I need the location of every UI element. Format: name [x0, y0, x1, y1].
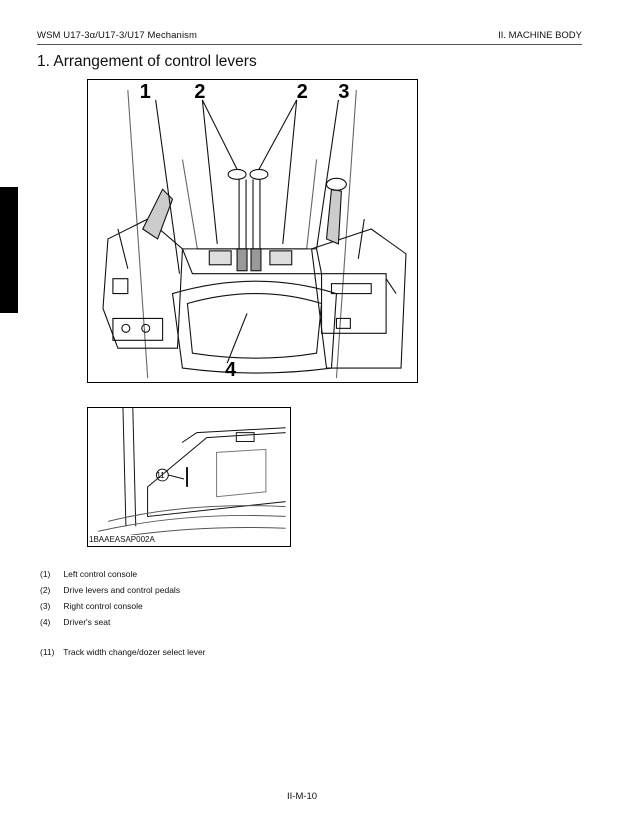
legend-text: Track width change/dozer select lever [63, 647, 206, 657]
control-levers-figure [87, 79, 418, 383]
legend-text: Drive levers and control pedals [63, 585, 181, 595]
legend-number: (3) [40, 601, 51, 611]
track-lever-detail-figure [87, 407, 291, 547]
legend-number: (11) [40, 647, 55, 657]
figure-callout-3: 3 [338, 80, 350, 103]
legend-number: (4) [40, 617, 51, 627]
legend-item [40, 614, 206, 630]
running-header-section: II. MACHINE BODY [498, 30, 582, 41]
header-divider [37, 44, 582, 45]
legend-item [40, 644, 206, 660]
legend-number: (2) [40, 585, 51, 595]
legend-item [40, 582, 206, 598]
figure-callout-1: 1 [139, 80, 151, 103]
legend-text: Driver's seat [63, 617, 111, 627]
chapter-side-tab [0, 187, 18, 313]
detail-callout-11: 11 [156, 470, 165, 480]
figure-code: 1BAAEASAP002A [89, 535, 155, 544]
legend-text: Right control console [63, 601, 143, 611]
legend-item [40, 566, 206, 582]
legend-item [40, 598, 206, 614]
page-number: II-M-10 [287, 791, 318, 802]
figure-callout-2: 2 [296, 80, 308, 103]
control-levers-illustration [88, 80, 417, 382]
running-header-title: WSM U17-3α/U17-3/U17 Mechanism [37, 30, 198, 41]
track-lever-illustration [88, 408, 290, 546]
section-title: 1. Arrangement of control levers [37, 53, 257, 70]
figure-callout-4: 4 [225, 359, 237, 382]
legend-number: (1) [40, 569, 51, 579]
figure-callout-2: 2 [194, 80, 206, 103]
legend [40, 566, 206, 660]
legend-text: Left control console [63, 569, 138, 579]
